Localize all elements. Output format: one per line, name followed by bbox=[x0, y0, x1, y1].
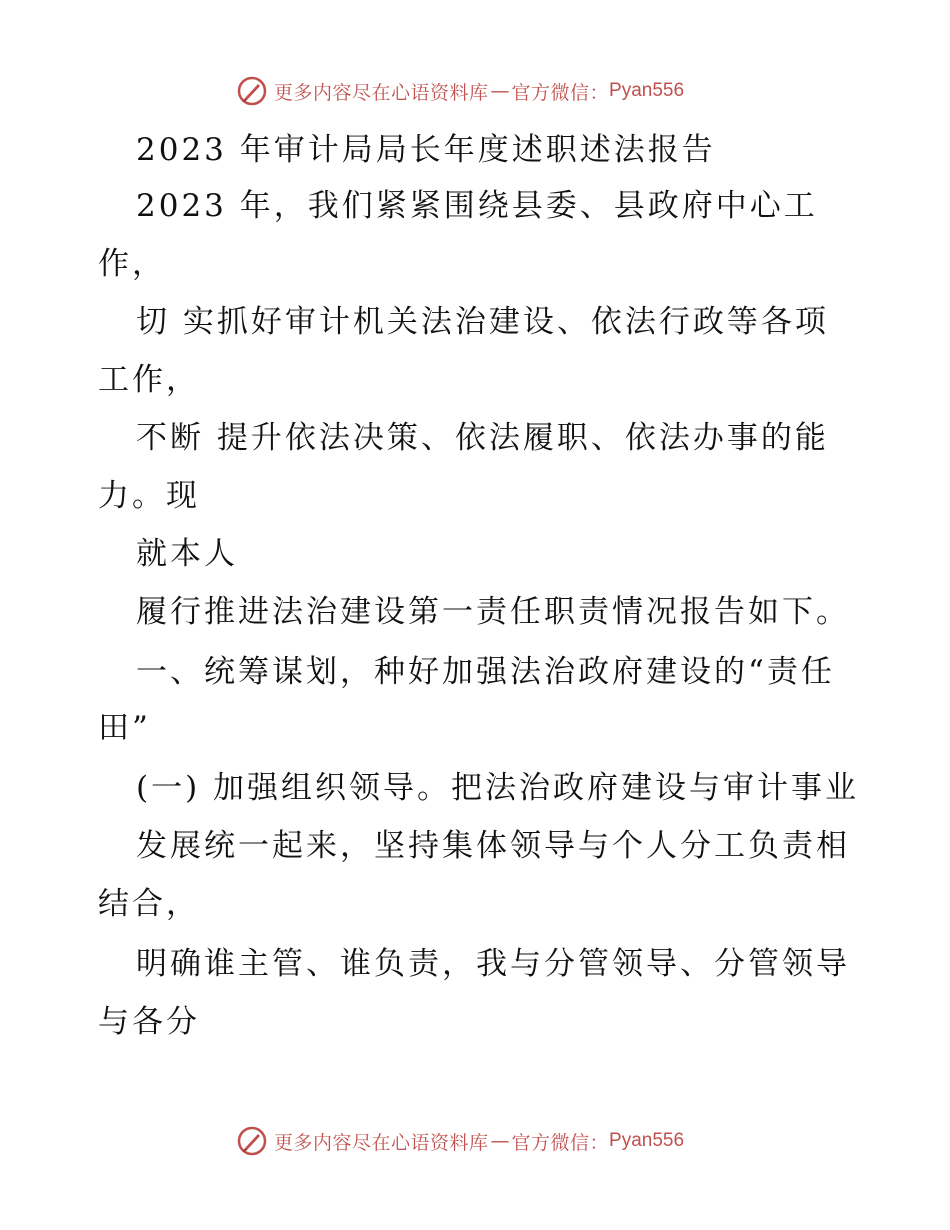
watermark-account: Pyan556 bbox=[609, 1130, 685, 1151]
paragraph-line: 结合， bbox=[98, 886, 200, 922]
quill-pen-logo-icon bbox=[236, 75, 268, 107]
watermark-dash: — bbox=[490, 1130, 510, 1152]
watermark-label: 官方微信： bbox=[511, 81, 610, 104]
paragraph-line: 与各分 bbox=[98, 1004, 200, 1040]
paragraph-line: 作， bbox=[98, 246, 166, 282]
section-heading: 一、统筹谋划，种好加强法治政府建设的“责任 bbox=[136, 654, 835, 690]
paragraph-line: 明确谁主管、谁负责，我与分管领导、分管领导 bbox=[136, 946, 850, 982]
subsection-heading: (一) 加强组织领导。把法治政府建设与审计事业 bbox=[136, 770, 860, 806]
paragraph-line: 不断 提升依法决策、依法履职、依法办事的能 bbox=[136, 420, 829, 456]
watermark-text: 更多内容尽在心语资料库 bbox=[274, 1131, 489, 1154]
header-watermark bbox=[236, 74, 684, 108]
paragraph-line: 2023 年，我们紧紧围绕县委、县政府中心工 bbox=[136, 188, 818, 224]
quill-pen-logo-icon bbox=[236, 1125, 268, 1157]
watermark-text: 更多内容尽在心语资料库 bbox=[274, 81, 489, 104]
paragraph-line: 履行推进法治建设第一责任职责情况报告如下。 bbox=[136, 594, 850, 630]
paragraph-line: 力。现 bbox=[98, 478, 200, 514]
watermark-account: Pyan556 bbox=[609, 80, 685, 101]
paragraph-line: 就本人 bbox=[136, 536, 238, 572]
footer-watermark bbox=[236, 1124, 684, 1158]
section-heading-continued: 田” bbox=[98, 710, 151, 746]
document-title: 2023 年审计局局长年度述职述法报告 bbox=[136, 132, 716, 168]
paragraph-line: 切 实抓好审计机关法治建设、依法行政等各项 bbox=[136, 304, 829, 340]
paragraph-line: 工作， bbox=[98, 362, 200, 398]
paragraph-line: 发展统一起来，坚持集体领导与个人分工负责相 bbox=[136, 828, 850, 864]
watermark-dash: — bbox=[490, 80, 510, 102]
watermark-label: 官方微信： bbox=[511, 1131, 610, 1154]
